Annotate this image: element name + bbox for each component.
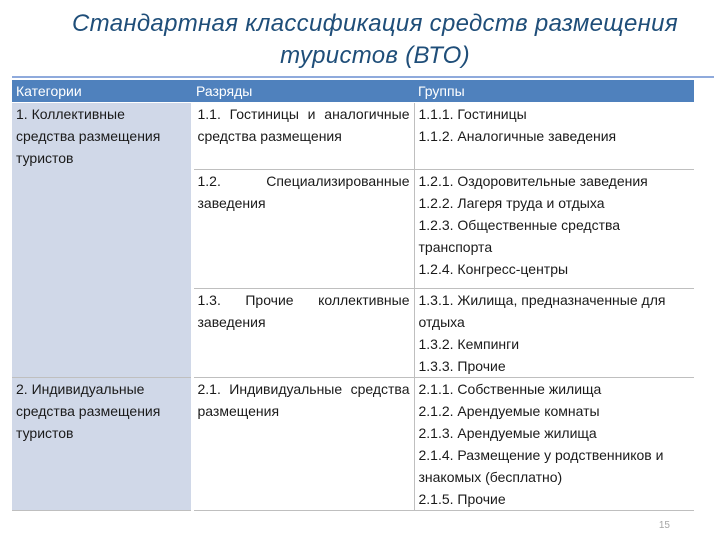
groups-cell [414, 170, 694, 289]
rank-label: 1.2. Специализированные заведения [197, 173, 410, 211]
header-ranks: Разряды [192, 80, 414, 103]
group-item: 2.1.5. Прочие [418, 491, 506, 507]
rank-cell [192, 103, 414, 170]
rank-label: 2.1. Индивидуальные средства размещения [197, 381, 410, 419]
groups-cell [414, 103, 694, 170]
group-item: 1.3.3. Прочие [418, 358, 506, 374]
group-item: 1.1.2. Аналогичные заведения [418, 128, 617, 144]
category-label: 1. Коллективные средства размещения туристов [16, 106, 161, 166]
groups-cell [414, 289, 694, 378]
row-spacer [419, 280, 691, 288]
category-label: 2. Индивидуальные средства размещения туристов [16, 381, 161, 441]
rank-cell [192, 378, 414, 511]
rank-cell [192, 170, 414, 289]
table-row [12, 103, 694, 170]
group-item: 2.1.2. Арендуемые комнаты [418, 403, 600, 419]
group-item: 1.2.3. Общественные средства транспорта [418, 217, 621, 255]
classification-table [12, 80, 694, 511]
group-item: 2.1.3. Арендуемые жилища [418, 425, 597, 441]
page-number: 15 [658, 520, 670, 531]
rank-label: 1.3. Прочие коллективные заведения [197, 292, 410, 330]
group-item: 1.3.1. Жилища, предназначенные для отдыха [418, 292, 666, 330]
group-item: 2.1.4. Размещение у родственников и знакомых (бесплатно) [418, 447, 664, 485]
rank-label: 1.1. Гостиницы и аналогичные средства размещения [197, 106, 410, 144]
rank-cell [192, 289, 414, 378]
category-cell [12, 103, 192, 378]
group-item: 1.2.4. Конгресс-центры [418, 261, 569, 277]
group-item: 1.1.1. Гостиницы [418, 106, 527, 122]
group-item: 2.1.1. Собственные жилища [418, 381, 602, 397]
table-row [12, 378, 694, 511]
groups-cell [414, 378, 694, 511]
group-item: 1.3.2. Кемпинги [418, 336, 520, 352]
group-item: 1.2.1. Оздоровительные заведения [418, 173, 648, 189]
header-categories: Категории [12, 80, 192, 103]
title-divider [12, 76, 714, 78]
group-blank [419, 147, 691, 169]
slide-title: Стандартная классификация средств размещения туристов (ВТО) [72, 10, 678, 69]
table-header-row [12, 80, 694, 103]
group-item: 1.2.2. Лагеря труда и отдыха [418, 195, 605, 211]
category-cell [12, 378, 192, 511]
header-groups: Группы [414, 80, 694, 103]
